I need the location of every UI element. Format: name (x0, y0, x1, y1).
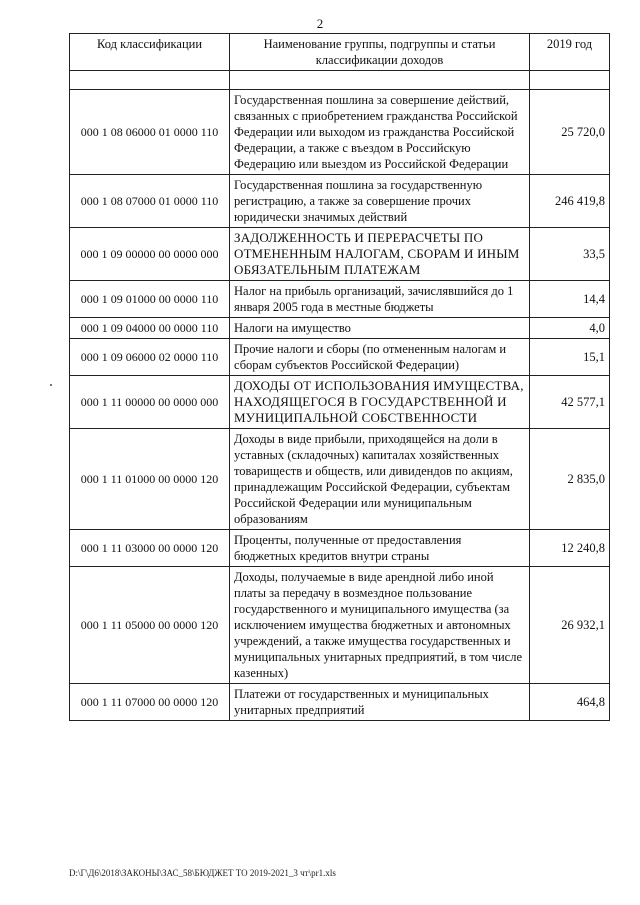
row-name: Платежи от государственных и муниципальных унитарных предприятий (230, 684, 530, 721)
table-row (70, 684, 610, 721)
spacer-cell (70, 71, 230, 90)
row-value: 4,0 (530, 318, 610, 339)
row-value: 14,4 (530, 281, 610, 318)
row-code: 000 1 09 04000 00 0000 110 (70, 318, 230, 339)
table-row (70, 90, 610, 175)
row-code: 000 1 09 06000 02 0000 110 (70, 339, 230, 376)
row-value: 12 240,8 (530, 530, 610, 567)
margin-mark (50, 384, 52, 386)
table-row (70, 339, 610, 376)
row-value: 25 720,0 (530, 90, 610, 175)
table-row (70, 281, 610, 318)
spacer-cell (530, 71, 610, 90)
spacer-cell (230, 71, 530, 90)
row-name: Государственная пошлина за совершение действий, связанных с приобретением гражданства Российской Федерации или выходом из гражданства Российской Федерации, а также с въездом в Российскую Федерацию или выездом из Российской Федерации (230, 90, 530, 175)
row-code: 000 1 08 06000 01 0000 110 (70, 90, 230, 175)
row-code: 000 1 11 05000 00 0000 120 (70, 567, 230, 684)
row-value: 2 835,0 (530, 429, 610, 530)
spacer-row (70, 71, 610, 90)
row-name: Доходы в виде прибыли, приходящейся на доли в уставных (складочных) капиталах хозяйственных товариществ и обществ, или дивидендов по акциям, принадлежащим Российской Федерации, субъектам Российской Федерации или муниципальным образованиям (230, 429, 530, 530)
row-name: Проценты, полученные от предоставления бюджетных кредитов внутри страны (230, 530, 530, 567)
row-value: 15,1 (530, 339, 610, 376)
table-row (70, 228, 610, 281)
page-number: 2 (316, 16, 324, 31)
row-name: Налоги на имущество (230, 318, 530, 339)
row-value: 464,8 (530, 684, 610, 721)
header-name: Наименование группы, подгруппы и статьи классификации доходов (230, 34, 530, 71)
row-code: 000 1 08 07000 01 0000 110 (70, 175, 230, 228)
row-value: 26 932,1 (530, 567, 610, 684)
row-value: 42 577,1 (530, 376, 610, 429)
row-name: Государственная пошлина за государственную регистрацию, а также за совершение прочих юридически значимых действий (230, 175, 530, 228)
row-value: 33,5 (530, 228, 610, 281)
header-year: 2019 год (530, 34, 610, 71)
row-code: 000 1 11 03000 00 0000 120 (70, 530, 230, 567)
budget-table (69, 33, 610, 721)
row-name: Доходы, получаемые в виде арендной либо иной платы за передачу в возмездное пользование государственного и муниципального имущества (за исключением имущества бюджетных и автономных учреждений, а также имущества государственных и муниципальных унитарных предприятий, в том числе казенных) (230, 567, 530, 684)
row-code: 000 1 11 07000 00 0000 120 (70, 684, 230, 721)
table-row (70, 530, 610, 567)
row-name: ДОХОДЫ ОТ ИСПОЛЬЗОВАНИЯ ИМУЩЕСТВА, НАХОДЯЩЕГОСЯ В ГОСУДАРСТВЕННОЙ И МУНИЦИПАЛЬНОЙ СОБСТВЕННОСТИ (230, 376, 530, 429)
table-row (70, 376, 610, 429)
row-value: 246 419,8 (530, 175, 610, 228)
header-code: Код классификации (70, 34, 230, 71)
table-row (70, 567, 610, 684)
file-path-footer: D:\Г\Д6\2018\ЗАКОНЫ\ЗАС_58\БЮДЖЕТ ТО 2019-2021_3 чт\pr1.xls (69, 868, 336, 878)
table-row (70, 175, 610, 228)
row-code: 000 1 09 01000 00 0000 110 (70, 281, 230, 318)
table-header-row (70, 34, 610, 71)
row-code: 000 1 11 01000 00 0000 120 (70, 429, 230, 530)
row-name: ЗАДОЛЖЕННОСТЬ И ПЕРЕРАСЧЕТЫ ПО ОТМЕНЕННЫМ НАЛОГАМ, СБОРАМ И ИНЫМ ОБЯЗАТЕЛЬНЫМ ПЛАТЕЖАМ (230, 228, 530, 281)
table-row (70, 429, 610, 530)
row-name: Налог на прибыль организаций, зачислявшийся до 1 января 2005 года в местные бюджеты (230, 281, 530, 318)
row-code: 000 1 11 00000 00 0000 000 (70, 376, 230, 429)
row-name: Прочие налоги и сборы (по отмененным налогам и сборам субъектов Российской Федерации) (230, 339, 530, 376)
table-row (70, 318, 610, 339)
row-code: 000 1 09 00000 00 0000 000 (70, 228, 230, 281)
